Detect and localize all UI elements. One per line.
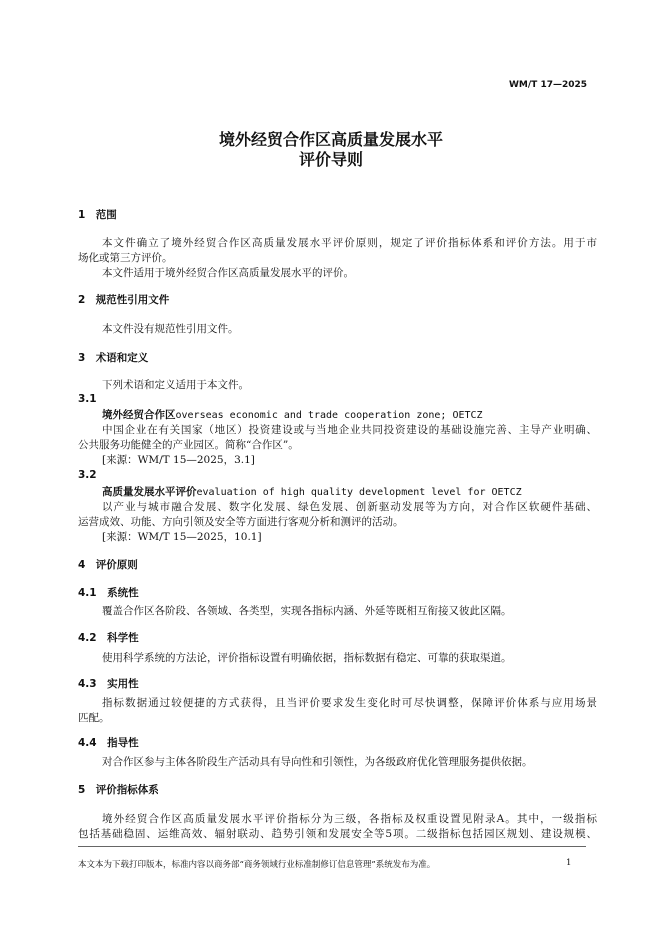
term-3-1-title: [102, 407, 483, 422]
section-1-heading: 1 范围: [78, 209, 117, 221]
term-3-2-number: 3.2: [78, 469, 97, 481]
term-3-2-source: [来源：WM/T 15—2025，10.1]: [102, 531, 262, 543]
term-3-2-def-line2: 运营成效、功能、方向引领及安全等方面进行客观分析和测评的活动。: [78, 516, 404, 528]
section-1-para1-line2: 场化或第三方评价。: [78, 252, 173, 264]
section-3-heading: 3 术语和定义: [78, 352, 149, 364]
term-3-2-en: evaluation of high quality development level for OETCZ: [196, 487, 522, 498]
section-1-para2: 本文件适用于境外经贸合作区高质量发展水平的评价。: [102, 267, 354, 279]
section-5-heading: 5 评价指标体系: [78, 784, 159, 796]
section-4-3-heading: 4.3 实用性: [78, 678, 139, 690]
term-3-2-cn: 高质量发展水平评价: [102, 486, 197, 498]
footer-note: 本文本为下载打印版本，标准内容以商务部“商务领域行业标准制修订信息管理”系统发布为准。: [78, 860, 436, 870]
section-4-1-text: 覆盖合作区各阶段、各领域、各类型，实现各指标内涵、外延等既相互衔接又彼此区隔。: [102, 605, 512, 617]
section-4-2-text: 使用科学系统的方法论，评价指标设置有明确依据，指标数据有稳定、可靠的获取渠道。: [102, 652, 512, 664]
section-1-para1-line1: 本文件确立了境外经贸合作区高质量发展水平评价原则，规定了评价指标体系和评价方法。用于市: [102, 237, 597, 249]
term-3-1-def-line1: 中国企业在有关国家（地区）投资建设或与当地企业共同投资建设的基础设施完善、主导产业明确、: [102, 424, 597, 436]
section-2-para: 本文件没有规范性引用文件。: [102, 323, 239, 335]
section-4-4-heading: 4.4 指导性: [78, 737, 139, 749]
section-4-4-text: 对合作区参与主体各阶段生产活动具有导向性和引领性，为各级政府优化管理服务提供依据。: [102, 756, 533, 768]
section-4-1-heading: 4.1 系统性: [78, 587, 139, 599]
term-3-2-def-line1: 以产业与城市融合发展、数字化发展、绿色发展、创新驱动发展等为方向，对合作区软硬件基础、: [102, 501, 597, 513]
section-4-3-line2: 匹配。: [78, 712, 110, 724]
footer-divider: [78, 846, 586, 847]
term-3-1-def-line2: 公共服务功能健全的产业园区。简称“合作区”。: [78, 439, 299, 451]
section-4-3-line1: 指标数据通过较便捷的方式获得，且当评价要求发生变化时可尽快调整，保障评价体系与应用场景: [102, 697, 597, 709]
standard-code: WM/T 17—2025: [509, 80, 588, 90]
section-5-line1: 境外经贸合作区高质量发展水平评价指标分为三级，各指标及权重设置见附录A。其中，一级指标: [102, 813, 597, 825]
section-4-heading: 4 评价原则: [78, 559, 138, 571]
term-3-1-en: overseas economic and trade cooperation zone; OETCZ: [175, 410, 483, 421]
section-5-line2: 包括基础稳固、运维高效、辐射联动、趋势引领和发展安全等5项。二级指标包括园区规划、建设规模、: [78, 828, 597, 840]
section-4-2-heading: 4.2 科学性: [78, 632, 139, 644]
doc-title-line1: 境外经贸合作区高质量发展水平: [218, 130, 443, 149]
term-3-1-number: 3.1: [78, 393, 97, 405]
section-2-heading: 2 规范性引用文件: [78, 294, 170, 306]
section-3-intro: 下列术语和定义适用于本文件。: [102, 379, 249, 391]
term-3-1-cn: 境外经贸合作区: [102, 409, 176, 421]
page-number: 1: [566, 858, 572, 868]
term-3-2-title: [102, 484, 522, 499]
term-3-1-source: [来源：WM/T 15—2025，3.1]: [102, 454, 255, 466]
doc-title-line2: 评价导则: [298, 150, 363, 169]
